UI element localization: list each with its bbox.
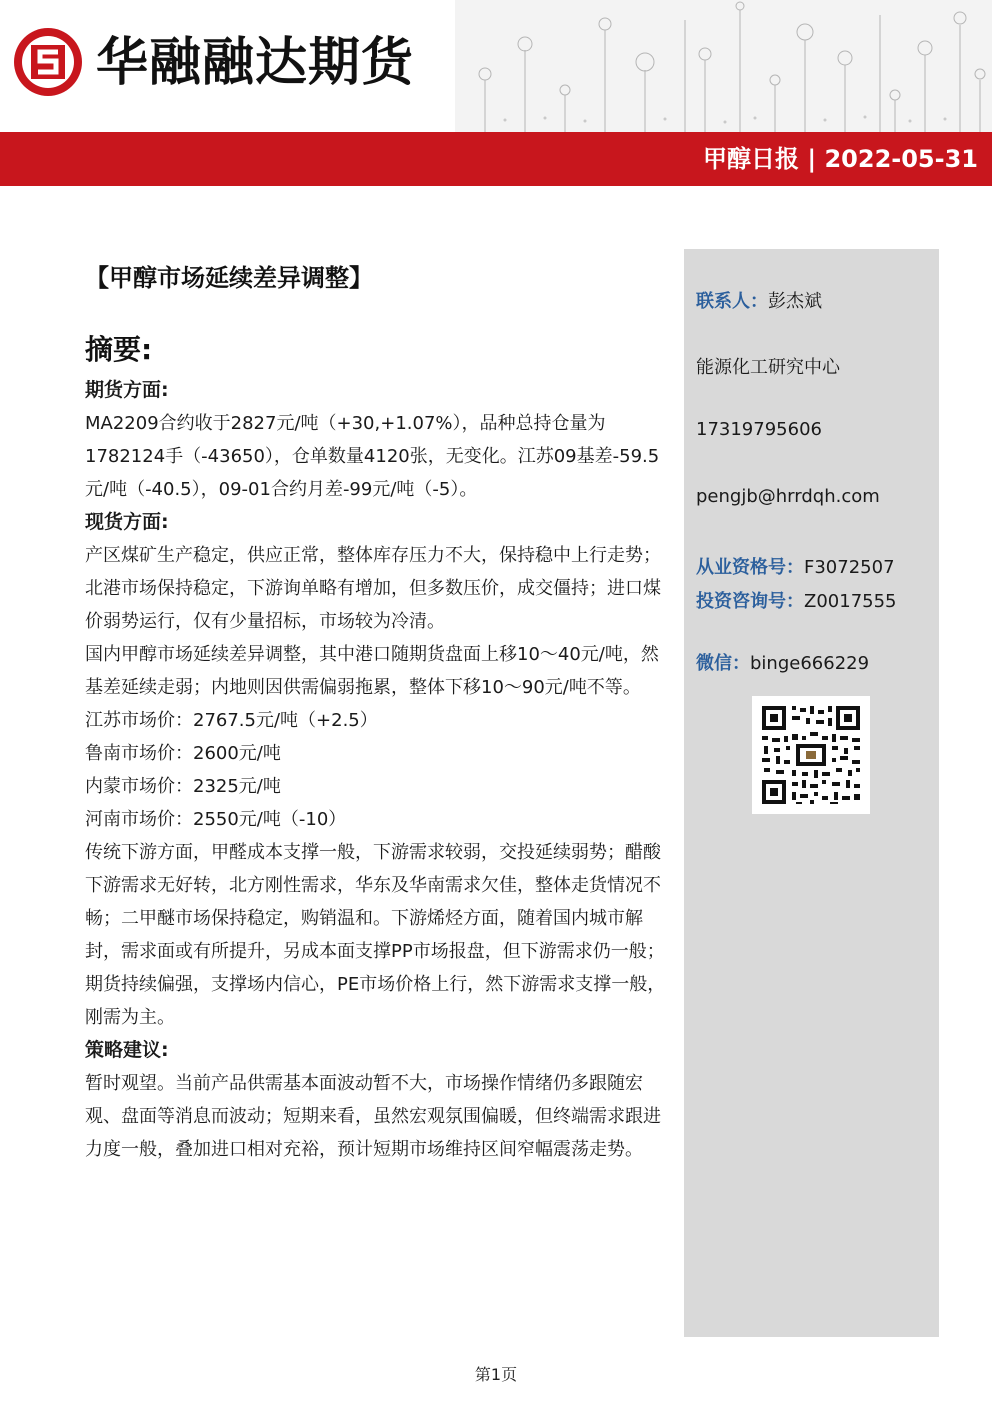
phone: 17319795606 <box>696 419 822 440</box>
cert-value: F3072507 <box>804 557 895 578</box>
contact-line <box>696 287 822 313</box>
price-line: 内蒙市场价：2325元/吨 <box>85 776 281 797</box>
price-line: 江苏市场价：2767.5元/吨（+2.5） <box>85 710 378 731</box>
cert-line <box>696 553 895 579</box>
price-line: 河南市场价：2550元/吨（-10） <box>85 809 347 830</box>
qr-code-icon <box>752 696 870 814</box>
department: 能源化工研究中心 <box>696 357 840 378</box>
cert-label: 从业资格号： <box>696 557 804 578</box>
paragraph: 暂时观望。当前产品供需基本面波动暂不大，市场操作情绪仍多跟随宏观、盘面等消息而波动；短期来看，虽然宏观氛围偏暖，但终端需求跟进力度一般，叠加进口相对充裕，预计短期市场维持区间窄幅震荡走势。 <box>85 1073 661 1160</box>
article-content <box>85 374 667 1166</box>
price-line: 鲁南市场价：2600元/吨 <box>85 743 281 764</box>
summary-heading: 摘要: <box>85 333 153 366</box>
section-futures <box>85 374 667 506</box>
paragraph: MA2209合约收于2827元/吨（+30,+1.07%），品种总持仓量为1782124手（-43650），仓单数量4120张，无变化。江苏09基差-59.5元/吨（-40.5），09-01合约月差-99元/吨（-5）。 <box>85 413 660 500</box>
contact-label: 联系人： <box>696 291 768 312</box>
section-spot <box>85 506 667 1034</box>
email: pengjb@hrrdqh.com <box>696 486 880 507</box>
paragraph: 传统下游方面，甲醛成本支撑一般，下游需求较弱，交投延续弱势；醋酸下游需求无好转，北方刚性需求，华东及华南需求欠佳，整体走货情况不畅；二甲醚市场保持稳定，购销温和。下游烯烃方面，随着国内城市解封，需求面或有所提升，另成本面支撑PP市场报盘，但下游需求仍一般；期货持续偏强，支撑场内信心，PE市场价格上行，然下游需求支撑一般，刚需为主。 <box>85 842 666 1028</box>
section-strategy <box>85 1034 667 1166</box>
section-heading: 现货方面: <box>85 511 169 533</box>
wechat-line <box>696 649 869 675</box>
paragraph: 产区煤矿生产稳定，供应正常，整体库存压力不大，保持稳中上行走势；北港市场保持稳定，下游询单略有增加，但多数压价，成交僵持；进口煤价弱势运行，仅有少量招标，市场较为冷清。 <box>85 545 661 632</box>
page-number: 第1页 <box>474 1365 518 1384</box>
report-title: 甲醇日报 | 2022-05-31 <box>703 145 978 173</box>
brand-name: 华融融达期货 <box>96 33 415 93</box>
article-title: 【甲醇市场延续差异调整】 <box>85 264 373 292</box>
section-heading: 策略建议: <box>85 1039 169 1061</box>
paragraph: 国内甲醇市场延续差异调整，其中港口随期货盘面上移10～40元/吨，然基差延续走弱；内地则因供需偏弱拖累，整体下移10～90元/吨不等。 <box>85 644 659 698</box>
logo-icon <box>12 26 84 98</box>
advisory-label: 投资咨询号： <box>696 591 804 612</box>
header-decoration <box>455 0 992 132</box>
page-header <box>0 0 992 132</box>
contact-name: 彭杰斌 <box>768 291 822 312</box>
wechat-label: 微信： <box>696 653 750 674</box>
section-heading: 期货方面: <box>85 379 169 401</box>
advisory-value: Z0017555 <box>804 591 897 612</box>
advisory-line <box>696 587 897 613</box>
wechat-value: binge666229 <box>750 653 870 674</box>
